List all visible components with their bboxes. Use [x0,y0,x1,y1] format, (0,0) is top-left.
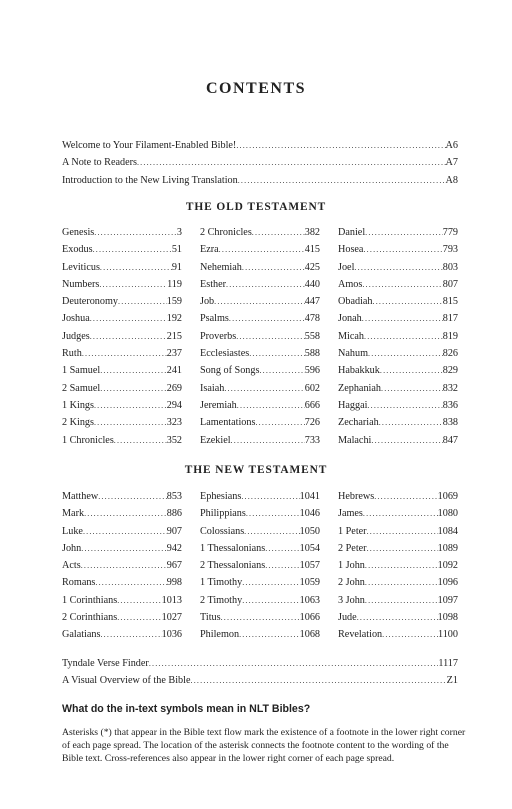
dot-leader [364,328,443,345]
nt-column [200,488,320,644]
book-name: Exodus [62,244,93,256]
toc-entry[interactable] [200,523,320,540]
toc-entry-page: A6 [445,140,458,151]
dot-leader [84,505,167,522]
toc-entry[interactable] [62,432,182,449]
toc-entry[interactable] [200,310,320,327]
toc-entry[interactable] [62,154,458,171]
toc-entry[interactable] [338,557,458,574]
dot-leader [114,432,167,449]
book-page-number: 215 [166,330,182,342]
toc-entry[interactable] [200,259,320,276]
dot-leader [90,328,167,345]
toc-entry[interactable] [338,505,458,522]
toc-entry[interactable] [62,259,182,276]
toc-entry[interactable] [200,574,320,591]
toc-entry[interactable] [200,345,320,362]
nt-column [62,488,182,644]
book-page-number: 382 [304,227,320,238]
book-name: Habakkuk [338,365,380,377]
toc-entry[interactable] [62,293,182,310]
toc-entry[interactable] [338,276,458,293]
book-name: Galatians [62,629,101,641]
book-name: Numbers [62,278,100,290]
ot-column [338,224,458,449]
dot-leader [365,557,438,574]
book-page-number: 1069 [437,491,458,502]
book-name: Ephesians [200,491,242,502]
toc-entry[interactable] [62,172,458,189]
dot-leader [371,432,442,449]
book-page-number: 558 [304,330,320,342]
book-page-number: 779 [442,227,458,238]
dot-leader [252,224,305,241]
toc-entry[interactable] [62,380,182,397]
toc-entry[interactable] [338,362,458,379]
book-page-number: 942 [166,542,182,554]
book-page-number: 192 [166,313,182,325]
dot-leader [365,592,438,609]
toc-entry[interactable] [338,592,458,609]
toc-entry[interactable] [62,276,182,293]
book-name: Zechariah [338,417,379,429]
dot-leader [90,310,167,327]
dot-leader [238,172,446,189]
book-page-number: 817 [442,313,458,325]
toc-entry[interactable] [62,574,182,591]
dot-leader [191,672,447,689]
dot-leader [100,626,161,643]
toc-entry[interactable] [338,224,458,241]
book-name: Genesis [62,227,95,238]
toc-entry[interactable] [62,345,182,362]
dot-leader [367,397,442,414]
toc-entry[interactable] [200,276,320,293]
dot-leader [363,241,442,258]
dot-leader [249,345,305,362]
book-name: Revelation [338,629,383,641]
book-page-number: 803 [442,261,458,273]
book-name: 2 Chronicles [200,227,252,238]
book-name: 2 Timothy [200,594,243,606]
toc-entry[interactable] [338,397,458,414]
book-name: Hosea [338,244,364,256]
dot-leader [362,276,442,293]
dot-leader [365,224,443,241]
book-name: Micah [338,330,365,342]
toc-entry[interactable] [62,137,458,154]
dot-leader [354,259,442,276]
book-name: Psalms [200,313,229,325]
dot-leader [239,626,300,643]
book-name: Joel [338,261,355,273]
dot-leader [382,626,438,643]
dot-leader [265,557,299,574]
book-name: 2 Samuel [62,382,101,394]
book-page-number: 51 [171,244,182,256]
dot-leader [367,540,438,557]
dot-leader [244,523,299,540]
dot-leader [118,293,167,310]
dot-leader [236,328,305,345]
book-name: Colossians [200,525,245,537]
book-page-number: 832 [442,382,458,394]
toc-entry[interactable] [338,574,458,591]
book-page-number: 967 [166,560,182,572]
dot-leader [221,609,300,626]
book-name: Isaiah [200,382,225,394]
book-name: Lamentations [200,417,256,429]
book-page-number: 352 [166,434,182,446]
toc-entry[interactable] [200,397,320,414]
dot-leader [94,397,167,414]
book-page-number: 829 [442,365,458,377]
book-page-number: 588 [304,348,320,360]
toc-entry[interactable] [338,540,458,557]
book-name: Titus [200,612,221,624]
book-name: Philippians [200,508,246,520]
book-page-number: 1057 [299,560,320,572]
dot-leader [237,397,305,414]
toc-entry[interactable] [62,328,182,345]
book-page-number: 666 [304,399,320,411]
toc-entry[interactable] [62,241,182,258]
dot-leader [242,259,305,276]
book-page-number: 886 [166,508,182,520]
book-page-number: 159 [166,296,182,308]
dot-leader [363,505,438,522]
book-name: Nahum [338,348,368,360]
toc-entry[interactable] [338,310,458,327]
toc-entry[interactable] [62,672,458,689]
toc-entry[interactable] [62,540,182,557]
book-name: Romans [62,577,96,589]
book-name: Joshua [62,313,90,325]
book-page-number: 1054 [299,542,320,554]
new-testament-grid [62,488,458,644]
toc-entry[interactable] [62,488,182,505]
toc-entry[interactable] [62,592,182,609]
toc-entry-label: Introduction to the New Living Translation [62,174,238,186]
book-name: 1 Samuel [62,365,101,377]
toc-entry[interactable] [200,224,320,241]
toc-entry[interactable] [200,505,320,522]
book-name: 1 Kings [62,399,94,411]
toc-entry[interactable] [200,241,320,258]
book-page-number: 853 [166,491,182,502]
dot-leader [81,557,167,574]
book-page-number: 998 [166,577,182,589]
book-name: 2 Corinthians [62,612,118,624]
dot-leader [379,414,443,431]
toc-entry[interactable] [62,523,182,540]
dot-leader [214,293,305,310]
symbols-explanation: Asterisks (*) that appear in the Bible text flow mark the existence of a footnote in the lower right corner of each page spread. The location of the asterisk connects the footnote content to the wording of the Bible text. Cross-references also appear in the lower right corner of each page spread. [62,727,466,765]
book-name: Luke [62,525,83,537]
dot-leader [241,488,299,505]
book-name: 1 John [338,560,365,572]
dot-leader [137,154,446,171]
book-name: 1 Peter [338,525,367,537]
ot-column [62,224,182,449]
book-name: Matthew [62,491,99,502]
book-page-number: 1092 [437,560,458,572]
dot-leader [100,380,167,397]
dot-leader [226,276,305,293]
book-page-number: 807 [442,278,458,290]
book-page-number: 826 [442,348,458,360]
toc-entry[interactable] [200,414,320,431]
dot-leader [357,609,438,626]
book-page-number: 91 [171,261,182,273]
page-title: CONTENTS [205,80,307,97]
dot-leader [219,241,305,258]
toc-entry-page: A8 [445,174,458,186]
book-name: Acts [62,560,81,572]
dot-leader [94,224,177,241]
dot-leader [255,414,304,431]
book-name: Daniel [338,227,366,238]
dot-leader [367,523,438,540]
book-name: Zephaniah [338,382,381,394]
old-testament-heading: THE OLD TESTAMENT [185,201,327,213]
dot-leader [231,432,305,449]
book-name: Esther [200,278,227,290]
dot-leader [229,310,305,327]
book-page-number: 793 [442,244,458,256]
toc-entry[interactable] [338,259,458,276]
book-name: 3 John [338,594,365,606]
book-name: 2 Thessalonians [200,560,266,572]
dot-leader [224,380,304,397]
book-page-number: 1036 [161,629,182,641]
book-name: John [62,542,82,554]
toc-entry-page: 1117 [438,658,458,669]
toc-entry[interactable] [62,609,182,626]
dot-leader [265,540,299,557]
dot-leader [236,137,445,154]
book-page-number: 596 [304,365,320,377]
book-page-number: 836 [442,399,458,411]
book-name: Mark [62,508,85,520]
dot-leader [373,293,443,310]
toc-entry-label: Tyndale Verse Finder [62,658,149,669]
toc-entry[interactable] [200,432,320,449]
dot-leader [149,655,439,672]
dot-leader [82,345,167,362]
book-name: 1 Timothy [200,577,243,589]
book-page-number: 447 [304,296,320,308]
book-page-number: 1097 [437,594,458,606]
dot-leader [365,574,438,591]
book-name: Deuteronomy [62,296,119,308]
book-name: 1 Chronicles [62,434,114,446]
dot-leader [374,488,437,505]
dot-leader [381,380,443,397]
book-name: 2 Kings [62,417,94,429]
toc-entry[interactable] [62,362,182,379]
dot-leader [368,345,443,362]
book-page-number: 726 [304,417,320,429]
book-page-number: 1096 [437,577,458,589]
toc-entry-label: A Visual Overview of the Bible [62,675,191,687]
book-name: 1 Thessalonians [200,542,266,554]
front-matter-list [62,137,458,189]
book-page-number: 294 [166,399,182,411]
toc-entry[interactable] [338,626,458,643]
book-page-number: 907 [166,525,182,537]
toc-entry[interactable] [200,328,320,345]
toc-entry[interactable] [200,540,320,557]
book-name: Song of Songs [200,365,260,377]
book-page-number: 847 [442,434,458,446]
toc-entry-label: Welcome to Your Filament-Enabled Bible! [62,140,237,151]
toc-entry[interactable] [200,626,320,643]
toc-entry[interactable] [338,293,458,310]
dot-leader [94,414,167,431]
book-page-number: 1013 [161,594,182,606]
book-page-number: 1063 [299,594,320,606]
book-page-number: 819 [442,330,458,342]
toc-entry[interactable] [200,362,320,379]
book-name: Obadiah [338,296,373,308]
toc-entry[interactable] [62,505,182,522]
book-name: 2 Peter [338,542,367,554]
book-page-number: 237 [166,348,182,360]
toc-entry[interactable] [338,241,458,258]
book-page-number: 269 [166,382,182,394]
toc-entry[interactable] [200,592,320,609]
book-page-number: 478 [304,313,320,325]
back-matter-list [62,655,458,690]
old-testament-grid [62,224,458,449]
book-name: Ezekiel [200,434,231,446]
book-name: Ezra [200,244,219,256]
toc-entry[interactable] [338,523,458,540]
dot-leader [246,505,300,522]
book-page-number: 1068 [299,629,320,641]
toc-entry[interactable] [338,432,458,449]
book-page-number: 1046 [299,508,320,520]
book-name: Proverbs [200,330,237,342]
toc-entry[interactable] [338,414,458,431]
book-name: James [338,508,363,520]
book-name: Hebrews [338,491,375,502]
book-page-number: 3 [176,227,182,238]
dot-leader [259,362,304,379]
toc-entry-page: Z1 [446,675,458,687]
book-name: Ecclesiastes [200,348,250,360]
toc-entry[interactable] [200,609,320,626]
toc-entry[interactable] [200,380,320,397]
book-name: Haggai [338,399,368,411]
book-name: Judges [62,330,90,342]
book-page-number: 1066 [299,612,320,624]
book-page-number: 602 [304,382,320,394]
toc-entry-page: A7 [445,157,458,169]
toc-entry[interactable] [200,488,320,505]
toc-entry[interactable] [62,655,458,672]
toc-entry[interactable] [62,414,182,431]
dot-leader [93,241,172,258]
toc-entry-label: A Note to Readers [62,157,137,169]
toc-entry[interactable] [62,397,182,414]
book-name: Ruth [62,348,82,360]
book-page-number: 1041 [299,491,320,502]
book-page-number: 241 [166,365,182,377]
book-page-number: 1100 [438,629,458,641]
nt-column [338,488,458,644]
dot-leader [95,574,166,591]
book-page-number: 1089 [437,542,458,554]
book-page-number: 733 [304,434,320,446]
book-page-number: 1084 [437,525,458,537]
toc-entry[interactable] [338,328,458,345]
dot-leader [117,609,161,626]
book-page-number: 1059 [299,577,320,589]
dot-leader [117,592,161,609]
dot-leader [99,276,167,293]
dot-leader [242,592,299,609]
book-name: 1 Corinthians [62,594,118,606]
book-page-number: 425 [304,261,320,273]
book-name: Leviticus [62,261,100,273]
book-name: Jonah [338,313,362,325]
toc-entry[interactable] [62,626,182,643]
book-name: Jude [338,612,357,624]
toc-entry[interactable] [200,293,320,310]
book-page-number: 415 [304,244,320,256]
toc-entry[interactable] [338,380,458,397]
book-page-number: 1098 [437,612,458,624]
book-name: Jeremiah [200,399,237,411]
book-name: 2 John [338,577,365,589]
book-page-number: 440 [304,278,320,290]
toc-entry[interactable] [62,224,182,241]
book-page-number: 119 [167,278,182,290]
dot-leader [380,362,443,379]
new-testament-heading: THE NEW TESTAMENT [184,464,328,476]
book-name: Malachi [338,434,372,446]
toc-entry[interactable] [338,609,458,626]
book-page-number: 323 [166,417,182,429]
symbols-heading: What do the in-text symbols mean in NLT Bibles? [62,703,311,715]
toc-entry[interactable] [338,345,458,362]
dot-leader [81,540,166,557]
toc-entry[interactable] [200,557,320,574]
book-name: Nehemiah [200,261,242,273]
dot-leader [100,362,167,379]
dot-leader [83,523,167,540]
toc-entry[interactable] [62,310,182,327]
toc-entry[interactable] [62,557,182,574]
book-page-number: 838 [442,417,458,429]
dot-leader [242,574,299,591]
toc-entry[interactable] [338,488,458,505]
book-page-number: 1080 [437,508,458,520]
dot-leader [100,259,172,276]
dot-leader [98,488,167,505]
dot-leader [362,310,443,327]
book-page-number: 1027 [161,612,182,624]
book-name: Job [200,296,215,308]
book-page-number: 1050 [299,525,320,537]
book-name: Amos [338,278,363,290]
book-page-number: 815 [442,296,458,308]
ot-column [200,224,320,449]
book-name: Philemon [200,629,240,641]
